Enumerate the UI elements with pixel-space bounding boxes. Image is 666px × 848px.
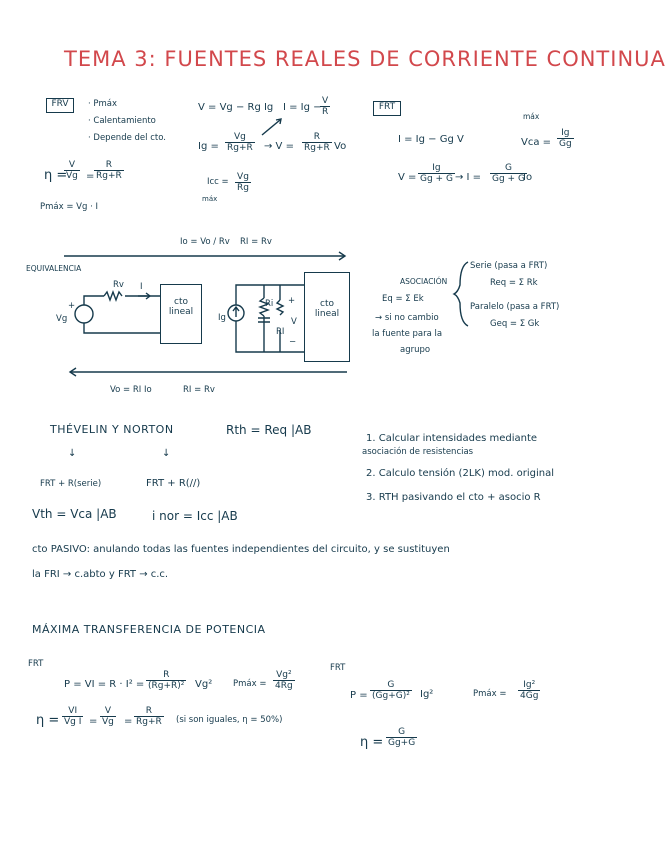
frt-label: FRT bbox=[378, 102, 396, 112]
frv-eta-frac1-den: Vg bbox=[66, 171, 78, 181]
mid-icc-frac-den: Rg bbox=[237, 183, 249, 193]
frv-eta-frac2-num: R bbox=[94, 160, 124, 171]
cto-lineal-1-label: cto lineal bbox=[168, 297, 194, 317]
frv-pmax: Pmáx = Vg · I bbox=[40, 202, 98, 212]
asoc-eq1: Eq = Σ Ek bbox=[382, 294, 424, 304]
frt-i2-frac-num: G bbox=[490, 163, 527, 174]
max-frt-right: FRT bbox=[330, 663, 346, 673]
max-eta2-lhs: η = bbox=[360, 735, 384, 750]
left-bottom-wire bbox=[84, 323, 160, 333]
frt-vca-sup: máx bbox=[523, 112, 540, 121]
max-transfer-title: MÁXIMA TRANSFERENCIA DE POTENCIA bbox=[32, 623, 266, 636]
mid-i-frac-num: V bbox=[320, 96, 330, 107]
frv-eta-frac1-num: V bbox=[64, 160, 80, 171]
max-eta-frac1-den: Vg I bbox=[64, 717, 82, 727]
left-top-wire bbox=[84, 296, 104, 305]
thevenin-arrow2: ↓ bbox=[162, 448, 171, 459]
mid-icc-sub: máx bbox=[202, 195, 218, 203]
max-pmax-lhs: Pmáx = bbox=[233, 679, 267, 689]
max-p2-frac-den: (Gg+G)² bbox=[372, 691, 410, 701]
max-p2-lhs: P = bbox=[350, 690, 368, 701]
eq-bottom-formula: Vo = RI Io bbox=[110, 385, 152, 395]
eq-i: I bbox=[140, 282, 143, 292]
asoc-note3: agrupo bbox=[400, 345, 431, 355]
thevenin-vth: Vth = Vca |AB bbox=[32, 507, 117, 521]
max-eta-eq2: = bbox=[124, 716, 133, 727]
eq-top-formula: Io = Vo / Rv bbox=[180, 237, 230, 247]
max-eta-frac3-num: R bbox=[134, 706, 164, 717]
frt-v-frac-den: Gg + G bbox=[420, 174, 453, 184]
max-pmax2-frac-den: 4Gg bbox=[520, 691, 539, 701]
frt-vca-lhs: Vca = bbox=[521, 137, 552, 148]
eq-ig: Ig bbox=[218, 313, 226, 323]
mid-v2-suffix: Vo bbox=[334, 141, 347, 152]
thevenin-step-2: 2. Calculo tensión (2LK) mod. original bbox=[366, 468, 554, 479]
frt-v-lhs: V = bbox=[398, 172, 417, 183]
cto-lineal-2-label: cto lineal bbox=[314, 299, 340, 319]
max-pmax2-frac-num: Ig² bbox=[518, 680, 540, 691]
thevenin-title: THÉVELIN Y NORTON bbox=[50, 423, 174, 436]
eq-rx: RI bbox=[276, 327, 285, 337]
max-p2-suffix: Ig² bbox=[420, 689, 434, 700]
max-eta-frac3-den: Rg+R bbox=[136, 717, 162, 727]
eq-ri: Ri bbox=[265, 299, 274, 309]
page-title: TEMA 3: FUENTES REALES DE CORRIENTE CONTINUA bbox=[64, 47, 666, 71]
thevenin-inor: i nor = Icc |AB bbox=[152, 509, 238, 523]
asoc-paralelo-eq: Geq = Σ Gk bbox=[490, 319, 540, 329]
asoc-serie-eq: Req = Σ Rk bbox=[490, 278, 538, 288]
frv-eta-lhs: η = bbox=[44, 168, 68, 183]
max-p-eq: P = VI = R · I² = bbox=[64, 679, 145, 690]
max-eta-frac2-den: Vg bbox=[102, 717, 114, 727]
max-pmax-frac-den: 4Rg bbox=[275, 681, 293, 691]
ig-source-arrow bbox=[233, 307, 239, 317]
thevenin-step-1: 1. Calcular intensidades mediante bbox=[366, 433, 538, 444]
asoc-note1: → si no cambio bbox=[375, 313, 439, 323]
mid-ig-lhs: Ig = bbox=[198, 141, 219, 152]
right-bottom-wire bbox=[236, 321, 304, 352]
asoc-note2: la fuente para la bbox=[372, 329, 443, 339]
thevenin-frt-serie: FRT + R(serie) bbox=[40, 479, 102, 489]
thevenin-frt-par: FRT + R(//) bbox=[146, 478, 201, 489]
frt-vca-frac-num: Ig bbox=[557, 128, 574, 139]
max-pmax2-lhs: Pmáx = bbox=[473, 689, 507, 699]
frv-bullet-calentamiento: · Calentamiento bbox=[88, 116, 156, 126]
right-top-wire bbox=[236, 285, 304, 305]
eq-rv: Rv bbox=[113, 280, 124, 290]
rx-resistor bbox=[277, 300, 283, 315]
frv-eta-frac2-den: Rg+R bbox=[96, 171, 122, 181]
mid-v2-frac-den: Rg+R bbox=[304, 143, 330, 153]
mid-ig-frac-num: Vg bbox=[225, 132, 255, 143]
max-eta2-frac-den: Gg+G bbox=[388, 738, 416, 748]
asoc-brace bbox=[454, 262, 468, 326]
max-eta-note: (si son iguales, η = 50%) bbox=[176, 715, 283, 725]
max-eta-frac1-num: VI bbox=[62, 706, 83, 717]
frt-vca-frac-den: Gg bbox=[559, 139, 572, 149]
max-frt-left: FRT bbox=[28, 659, 44, 669]
asoc-paralelo: Paralelo (pasa a FRT) bbox=[470, 302, 560, 312]
thevenin-rth: Rth = Req |AB bbox=[226, 423, 312, 437]
mid-v-eq: V = Vg − Rg Ig bbox=[198, 102, 274, 113]
max-eta-lhs: η = bbox=[36, 713, 60, 728]
max-eta-eq1: = bbox=[89, 716, 98, 727]
mid-arrow-line bbox=[262, 120, 280, 135]
frt-v-frac-num: Ig bbox=[418, 163, 455, 174]
asoc-serie: Serie (pasa a FRT) bbox=[470, 261, 548, 271]
thevenin-step-1b: asociación de resistencias bbox=[362, 447, 474, 457]
mid-ig-frac-den: Rg+R bbox=[227, 143, 253, 153]
max-eta2-frac-num: G bbox=[386, 727, 417, 738]
eq-bottom-formula2: RI = Rv bbox=[183, 385, 215, 395]
cto-pasivo-line1: cto PASIVO: anulando todas las fuentes independientes del circuito, y se sustituyen bbox=[32, 544, 450, 555]
eq-vg: Vg bbox=[56, 314, 68, 324]
max-pmax-frac-num: Vg² bbox=[273, 670, 295, 681]
eq-v: V bbox=[291, 317, 297, 327]
asoc-label: ASOCIACIÓN bbox=[400, 277, 448, 286]
frv-label: FRV bbox=[51, 99, 69, 109]
frt-i2-suffix: Io bbox=[523, 172, 533, 183]
mid-icc-frac-num: Vg bbox=[235, 172, 251, 183]
mid-icc-lhs: Icc = bbox=[207, 177, 229, 187]
max-p-frac-num: R bbox=[146, 670, 186, 681]
max-p2-frac-num: G bbox=[370, 680, 412, 691]
equivalence-label: EQUIVALENCIA bbox=[26, 264, 82, 273]
eq-plus-left: + bbox=[68, 301, 76, 311]
eq-plus-right: + bbox=[288, 296, 296, 306]
frt-i2-frac-den: Gg + G bbox=[492, 174, 525, 184]
max-p-suffix: Vg² bbox=[195, 679, 213, 690]
frt-i-eq: I = Ig − Gg V bbox=[398, 134, 464, 145]
mid-i-eq-lhs: I = Ig − bbox=[283, 102, 322, 113]
max-eta-frac2-num: V bbox=[100, 706, 116, 717]
eq-top-formula2: RI = Rv bbox=[240, 237, 272, 247]
mid-i-frac-den: R bbox=[322, 107, 329, 117]
mid-v2-frac-num: R bbox=[302, 132, 332, 143]
mid-v2-lhs: → V = bbox=[264, 141, 294, 152]
vg-source-circle bbox=[75, 305, 93, 323]
eq-minus-right: − bbox=[289, 337, 297, 347]
frv-bullet-depende: · Depende del cto. bbox=[88, 133, 166, 143]
rv-resistor bbox=[104, 292, 122, 300]
frv-eta-eq: = bbox=[86, 171, 95, 182]
thevenin-step-3: 3. RTH pasivando el cto + asocio R bbox=[366, 492, 541, 503]
cto-pasivo-line2: la FRI → c.abto y FRT → c.c. bbox=[32, 569, 169, 580]
frt-i2-lhs: → I = bbox=[455, 172, 482, 183]
frv-bullet-pmax: · Pmáx bbox=[88, 99, 118, 109]
thevenin-arrow1: ↓ bbox=[68, 448, 77, 459]
max-p-frac-den: (Rg+R)² bbox=[148, 681, 185, 691]
